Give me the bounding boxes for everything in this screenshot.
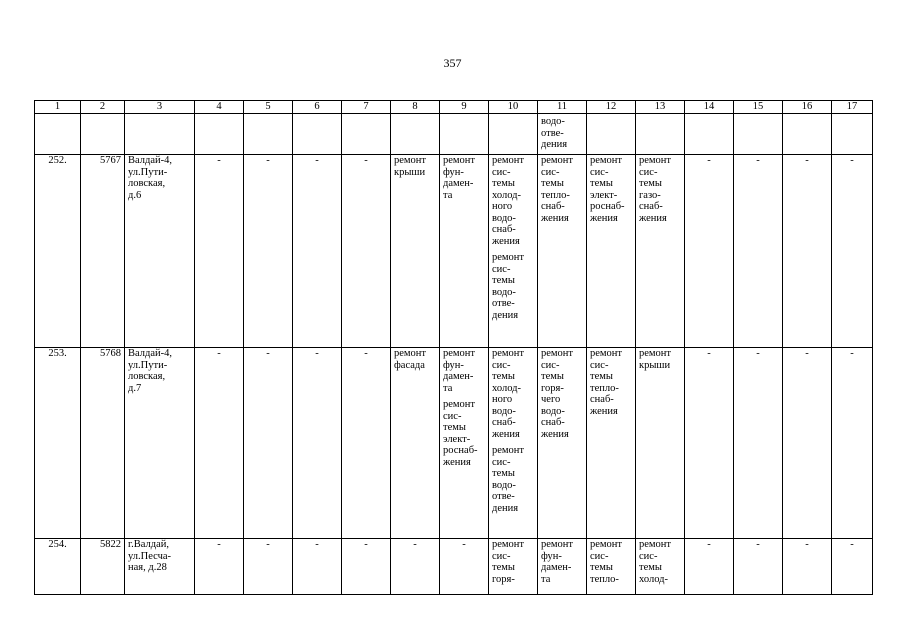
table-cell: - — [440, 539, 489, 595]
cell-text: г.Валдай, — [128, 539, 169, 550]
cell-text: ремонт — [590, 155, 623, 166]
table-row — [35, 539, 873, 595]
table-cell — [538, 114, 587, 155]
cell-text: ремонт — [492, 348, 525, 359]
work-type-cell — [587, 539, 636, 595]
cell-text: фун- — [541, 550, 562, 562]
work-type-cell — [489, 348, 538, 539]
cell-text: Валдай-4, — [128, 348, 172, 359]
cell-text: темы — [492, 275, 515, 286]
cell-text: водо- — [492, 405, 516, 417]
cell-text: жения — [443, 456, 471, 468]
cell-text: ремонт — [492, 252, 525, 263]
cell-text: сис- — [590, 550, 609, 562]
cell-text: ремонт — [590, 539, 623, 550]
object-code: 5768 — [81, 348, 125, 539]
cell-text: отве- — [492, 491, 515, 502]
cell-text: темы — [492, 178, 515, 189]
page-number: 357 — [443, 56, 462, 70]
cell-text: водо- — [492, 479, 516, 491]
table-cell: - — [244, 155, 293, 348]
work-type-cell — [489, 155, 538, 348]
cell-text: холод- — [492, 382, 521, 394]
work-type-cell — [587, 155, 636, 348]
col-header: 3 — [125, 101, 195, 114]
table-cell: - — [734, 539, 783, 595]
cell-text: водо- — [492, 286, 516, 298]
cell-text: ремонт — [590, 348, 623, 359]
cell-text: крыши — [394, 166, 426, 178]
row-index: 252. — [35, 155, 81, 348]
table-cell: - — [244, 539, 293, 595]
cell-text: дамен- — [443, 371, 474, 382]
cell-text: ул.Пути- — [128, 359, 168, 371]
cell-text: жения — [590, 405, 618, 417]
cell-text: темы — [443, 422, 466, 433]
cell-text: темы — [492, 371, 515, 382]
col-header: 6 — [293, 101, 342, 114]
cell-text: газо- — [639, 189, 661, 201]
object-code: 5767 — [81, 155, 125, 348]
table-cell: - — [734, 348, 783, 539]
cell-text: сис- — [639, 550, 658, 562]
cell-text: ремонт — [394, 348, 427, 359]
table-cell: - — [832, 155, 873, 348]
cell-text: роснаб- — [590, 201, 625, 212]
col-header: 9 — [440, 101, 489, 114]
table-cell: - — [195, 155, 244, 348]
cell-text: чего — [541, 394, 561, 405]
cell-text: Валдай-4, — [128, 155, 172, 166]
work-type-cell — [636, 539, 685, 595]
col-header: 11 — [538, 101, 587, 114]
repair-schedule-table — [34, 100, 873, 595]
cell-text: сис- — [541, 359, 560, 371]
cell-text: ремонт — [492, 539, 525, 550]
cell-text: сис- — [590, 166, 609, 178]
cell-text: ная, д.28 — [128, 562, 167, 573]
cell-text: жения — [541, 212, 569, 224]
cell-text: жения — [541, 428, 569, 440]
cell-text: ловская, — [128, 178, 166, 189]
cell-text: сис- — [443, 410, 462, 422]
cell-text: крыши — [639, 359, 671, 371]
cell-text: холод- — [639, 573, 668, 585]
cell-text: водо- — [541, 405, 565, 417]
row-index: 253. — [35, 348, 81, 539]
cell-text: ремонт — [394, 155, 427, 166]
cell-text: ного — [492, 201, 513, 212]
cell-text: снаб- — [541, 201, 565, 212]
table-cell: - — [244, 348, 293, 539]
work-type-cell — [636, 155, 685, 348]
address-cell — [125, 155, 195, 348]
cell-text: сис- — [492, 263, 511, 275]
col-header: 16 — [783, 101, 832, 114]
table-cell: - — [342, 155, 391, 348]
cell-text: ремонт — [492, 155, 525, 166]
cell-text: ного — [492, 394, 513, 405]
cell-text: темы — [492, 562, 515, 573]
header-row — [35, 101, 873, 114]
cell-text: отве- — [541, 127, 564, 139]
cell-text: темы — [590, 562, 613, 573]
cell-text: снаб- — [590, 394, 614, 405]
col-header: 14 — [685, 101, 734, 114]
work-type-cell — [391, 155, 440, 348]
work-type-cell — [489, 539, 538, 595]
address-cell — [125, 539, 195, 595]
cell-text: д.6 — [128, 189, 142, 201]
cell-text: ремонт — [492, 445, 525, 456]
table-cell: - — [195, 348, 244, 539]
cell-text: роснаб- — [443, 445, 478, 456]
cell-text: жения — [492, 235, 520, 247]
cell-text: ремонт — [639, 539, 672, 550]
cell-text: сис- — [492, 550, 511, 562]
work-type-cell — [440, 155, 489, 348]
table-cell: - — [293, 348, 342, 539]
work-type-cell — [538, 348, 587, 539]
table-cell: - — [293, 539, 342, 595]
table-cell: - — [783, 348, 832, 539]
table-cell: - — [734, 155, 783, 348]
cell-text: сис- — [492, 166, 511, 178]
cell-text: ремонт — [639, 155, 672, 166]
cell-text: та — [443, 189, 453, 201]
table-row — [35, 155, 873, 348]
col-header: 12 — [587, 101, 636, 114]
continuation-row — [35, 114, 873, 155]
table-cell: - — [391, 539, 440, 595]
table-cell: - — [832, 348, 873, 539]
col-header: 10 — [489, 101, 538, 114]
cell-text: ловская, — [128, 371, 166, 382]
cell-text: ремонт — [639, 348, 672, 359]
cell-text: жения — [590, 212, 618, 224]
cell-text: дения — [492, 309, 519, 321]
cell-text: д.7 — [128, 382, 142, 394]
cell-text: фун- — [443, 166, 464, 178]
col-header: 1 — [35, 101, 81, 114]
cell-text: дамен- — [443, 178, 474, 189]
table-cell: - — [832, 539, 873, 595]
cell-text: тепло- — [590, 573, 619, 585]
cell-text: жения — [639, 212, 667, 224]
col-header: 4 — [195, 101, 244, 114]
cell-text: ул.Песча- — [128, 550, 172, 562]
work-type-cell — [538, 539, 587, 595]
table-cell: - — [783, 155, 832, 348]
cell-text: водо- — [492, 212, 516, 224]
cell-text: сис- — [492, 359, 511, 371]
col-header: 13 — [636, 101, 685, 114]
cell-text: та — [541, 573, 551, 585]
cell-text: тепло- — [541, 189, 570, 201]
row-index: 254. — [35, 539, 81, 595]
cell-text: фун- — [443, 359, 464, 371]
table-cell: - — [342, 539, 391, 595]
cell-text: дения — [541, 139, 568, 150]
cell-text: ремонт — [541, 539, 574, 550]
cell-text: темы — [590, 371, 613, 382]
cell-text: сис- — [639, 166, 658, 178]
cell-text: ул.Пути- — [128, 166, 168, 178]
cell-text: сис- — [492, 456, 511, 468]
cell-text: темы — [541, 371, 564, 382]
cell-text: ремонт — [443, 155, 476, 166]
cell-text: дамен- — [541, 562, 572, 573]
cell-text: фасада — [394, 359, 425, 371]
cell-text: снаб- — [541, 417, 565, 428]
table-cell: - — [685, 348, 734, 539]
cell-text: горя- — [541, 382, 564, 394]
col-header: 2 — [81, 101, 125, 114]
cell-text: сис- — [590, 359, 609, 371]
table-cell: - — [783, 539, 832, 595]
cell-text: жения — [492, 428, 520, 440]
cell-text: темы — [639, 562, 662, 573]
work-type-cell — [636, 348, 685, 539]
col-header: 15 — [734, 101, 783, 114]
cell-text: ремонт — [443, 399, 476, 410]
cell-text: элект- — [443, 433, 471, 445]
work-type-cell — [587, 348, 636, 539]
work-type-cell — [440, 348, 489, 539]
table-cell: - — [195, 539, 244, 595]
object-code: 5822 — [81, 539, 125, 595]
cell-text: отве- — [492, 298, 515, 309]
cell-text: горя- — [492, 573, 515, 585]
cell-text: дения — [492, 502, 519, 514]
cell-text: ремонт — [443, 348, 476, 359]
col-header: 7 — [342, 101, 391, 114]
cell-text: тепло- — [590, 382, 619, 394]
table-row — [35, 348, 873, 539]
cell-text: ремонт — [541, 348, 574, 359]
table-cell: - — [342, 348, 391, 539]
cell-text: темы — [541, 178, 564, 189]
col-header: 17 — [832, 101, 873, 114]
table-cell: - — [685, 539, 734, 595]
cell-text: элект- — [590, 189, 618, 201]
cell-text: снаб- — [492, 224, 516, 235]
col-header: 5 — [244, 101, 293, 114]
table-cell: - — [293, 155, 342, 348]
cell-text: снаб- — [492, 417, 516, 428]
cell-text: водо- — [541, 116, 565, 127]
cell-text: сис- — [541, 166, 560, 178]
cell-text: темы — [492, 468, 515, 479]
col-header: 8 — [391, 101, 440, 114]
work-type-cell — [391, 348, 440, 539]
address-cell — [125, 348, 195, 539]
cell-text: снаб- — [639, 201, 663, 212]
cell-text: та — [443, 382, 453, 394]
cell-text: темы — [639, 178, 662, 189]
cell-text: холод- — [492, 189, 521, 201]
work-type-cell — [538, 155, 587, 348]
cell-text: ремонт — [541, 155, 574, 166]
table-cell: - — [685, 155, 734, 348]
cell-text: темы — [590, 178, 613, 189]
